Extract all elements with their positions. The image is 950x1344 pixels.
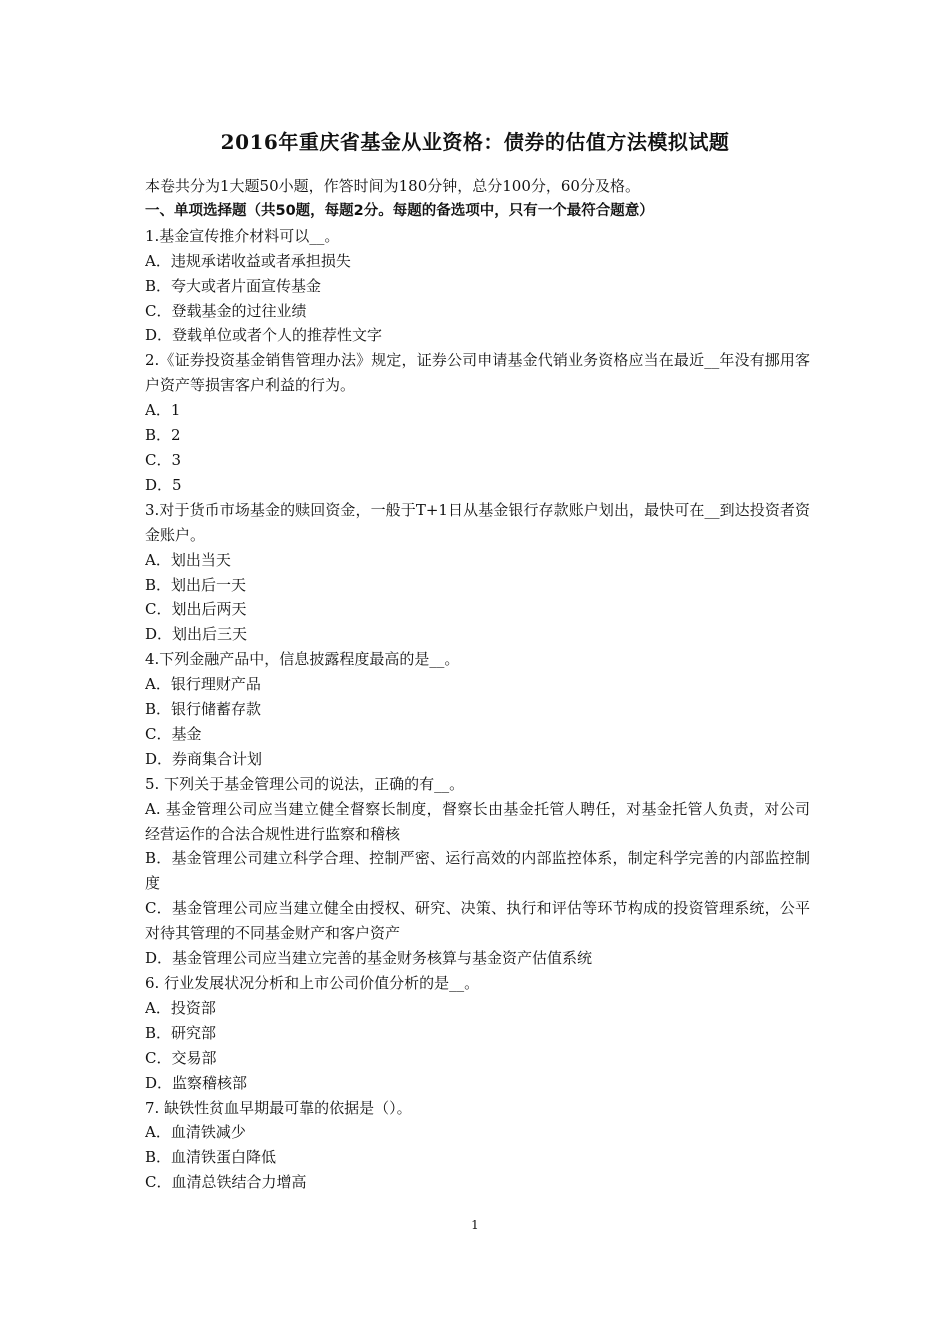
question-option: C．划出后两天	[145, 600, 247, 619]
question-option: D．基金管理公司应当建立完善的基金财务核算与基金资产估值系统	[145, 949, 593, 968]
question-option: D．5	[145, 475, 182, 494]
question-stem: 2.《证券投资基金销售管理办法》规定，证券公司申请基金代销业务资格应当在最近__年没有挪用客户资产等损害客户利益的行为。	[145, 351, 810, 395]
exam-intro: 本卷共分为1大题50小题，作答时间为180分钟，总分100分，60分及格。	[145, 177, 640, 195]
document-body	[145, 174, 810, 1195]
question-option: C．交易部	[145, 1048, 217, 1067]
question-option: D．券商集合计划	[145, 749, 263, 768]
document-title: 2016年重庆省基金从业资格：债券的估值方法模拟试题	[220, 130, 730, 154]
question-option: A．违规承诺收益或者承担损失	[145, 251, 351, 270]
question-stem: 6. 行业发展状况分析和上市公司价值分析的是__。	[145, 974, 480, 992]
question-option: B．研究部	[145, 1023, 217, 1042]
question-stem: 1.基金宣传推介材料可以__。	[145, 226, 340, 245]
question-stem: 4.下列金融产品中，信息披露程度最高的是__。	[145, 650, 460, 669]
question-option: B．划出后一天	[145, 575, 247, 594]
question-option: A．划出当天	[145, 550, 231, 569]
question-option: A．投资部	[145, 998, 216, 1017]
question-option: C．血清总铁结合力增高	[145, 1173, 307, 1192]
question-stem: 5. 下列关于基金管理公司的说法，正确的有__。	[145, 774, 465, 793]
question-option: B．银行储蓄存款	[145, 700, 262, 719]
question-stem: 7. 缺铁性贫血早期最可靠的依据是（）。	[145, 1098, 412, 1117]
question-option: C．登载基金的过往业绩	[145, 301, 307, 320]
page-number: 1	[471, 1218, 479, 1232]
question-option: B．基金管理公司建立科学合理、控制严密、运行高效的内部监控体系，制定科学完善的内部监控制度	[145, 849, 810, 893]
question-option: B．2	[145, 426, 181, 445]
question-option: A．银行理财产品	[145, 675, 261, 694]
question-option: A．1	[145, 401, 181, 420]
question-option: D．登载单位或者个人的推荐性文字	[145, 326, 383, 345]
question-stem: 3.对于货币市场基金的赎回资金，一般于T+1日从基金银行存款账户划出，最快可在__到达投资者资金账户。	[145, 500, 810, 544]
question-option: A．血清铁减少	[145, 1123, 246, 1142]
question-option: B．夸大或者片面宣传基金	[145, 276, 322, 295]
question-option: C．基金管理公司应当建立健全由授权、研究、决策、执行和评估等环节构成的投资管理系统，公平对待其管理的不同基金财产和客户资产	[145, 899, 810, 943]
question-option: C．3	[145, 450, 182, 469]
question-option: A. 基金管理公司应当建立健全督察长制度，督察长由基金托管人聘任，对基金托管人负责，对公司经营运作的合法合规性进行监察和稽核	[145, 799, 810, 843]
question-option: B．血清铁蛋白降低	[145, 1148, 277, 1167]
question-option: C．基金	[145, 724, 202, 743]
question-option: D．划出后三天	[145, 625, 248, 644]
question-option: D．监察稽核部	[145, 1073, 248, 1092]
section-heading: 一、单项选择题（共50题，每题2分。每题的备选项中，只有一个最符合题意）	[145, 202, 654, 219]
